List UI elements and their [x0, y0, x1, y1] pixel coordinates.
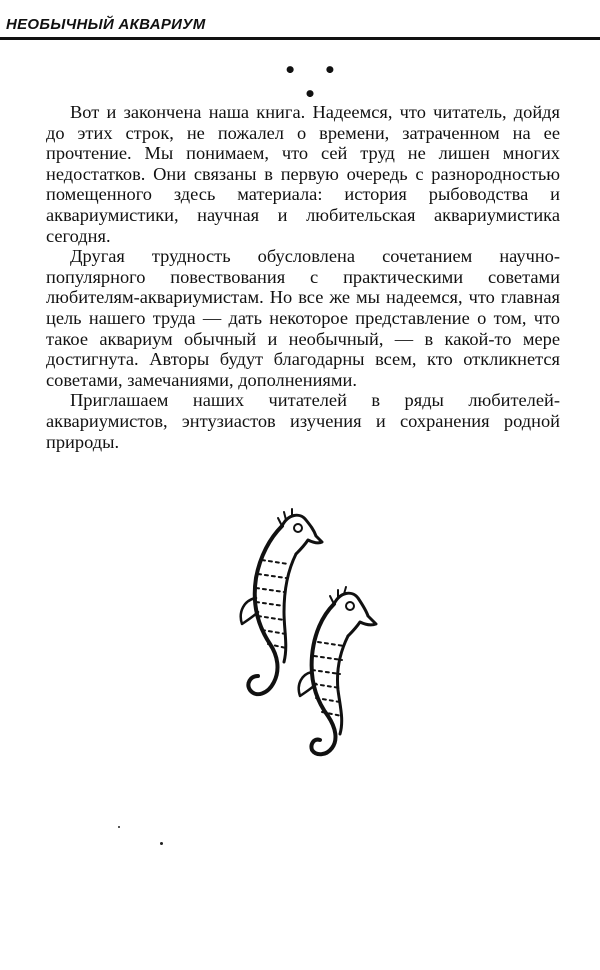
paragraph-2: Другая трудность обусловлена сочетанием научно-популярного повествования с практическими советами любителям-аквариумистам. Но все же мы надеемся, что главная цель нашего труда — дать некоторое представление о том, что такое аквариум обычный и необычный, — в какой-то мере достигнута. Авторы будут благодарны всем, кто откликнется советами, замечаниями, дополнениями.	[46, 246, 560, 390]
seahorse-right	[299, 587, 376, 754]
running-head: НЕОБЫЧНЫЙ АКВАРИУМ	[6, 16, 206, 33]
print-speck	[160, 842, 163, 845]
paragraph-3: Приглашаем наших читателей в ряды любителей-аквариумистов, энтузиастов изучения и сохранения родной природы.	[46, 390, 560, 452]
section-separator: • • •	[283, 58, 347, 106]
paragraph-1: Вот и закончена наша книга. Надеемся, что читатель, дойдя до этих строк, не пожалел о времени, затраченном на ее прочтение. Мы понимаем, что сей труд не лишен многих недостатков. Они связаны в первую очередь с разнородностью помещенного здесь материала: история рыбоводства и аквариумистики, научная и любительская аквариумистика сегодня.	[46, 102, 560, 246]
header-rule	[0, 37, 600, 40]
print-speck	[118, 826, 120, 828]
seahorse-illustration	[226, 508, 396, 758]
body-text	[46, 102, 560, 452]
